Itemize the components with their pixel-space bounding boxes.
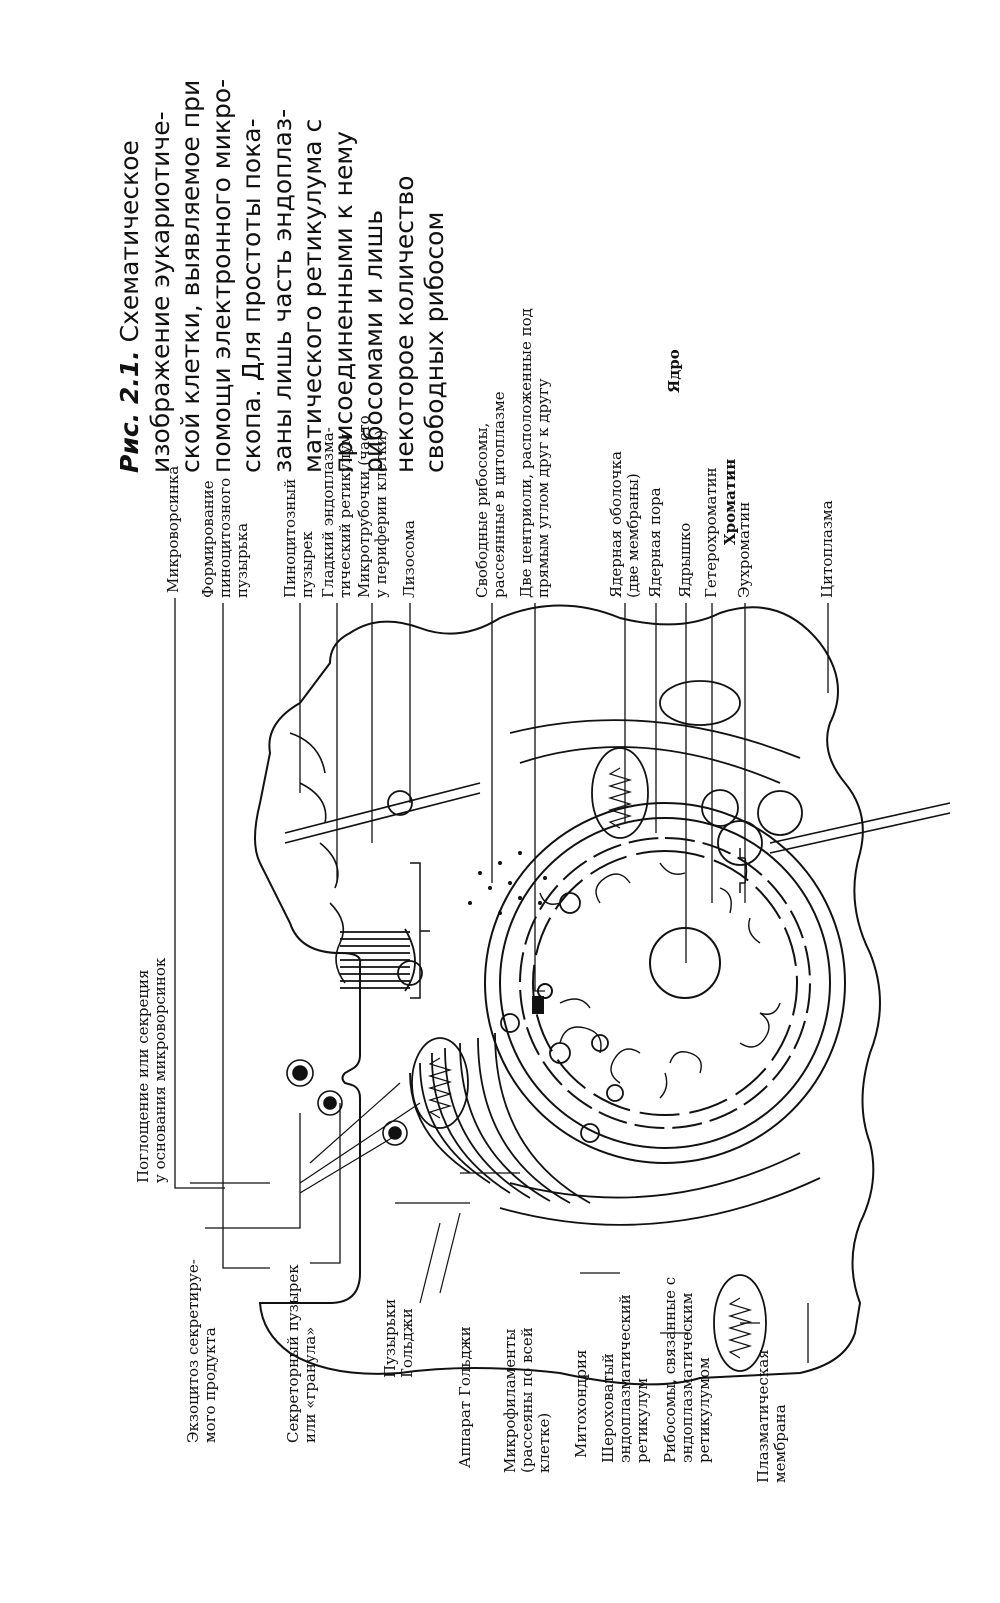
nucleus (485, 803, 845, 1163)
label-nucleus-bracket: Ядро (665, 349, 683, 393)
label-microfilaments: Микрофиламенты (рассеяны по всей клетке) (501, 1327, 553, 1473)
caption-line-5: заны лишь часть эндоплаз- (267, 108, 297, 473)
caption-line-2: ской клетки, выявляемое при (176, 79, 205, 473)
label-chromatin-bracket: Хроматин (721, 458, 739, 545)
label-mitochondrion: Митохондрия (572, 1349, 590, 1458)
caption-line-6: матического ретикулума с (298, 118, 327, 473)
label-golgi-vesicles: Пузырьки Гольджи (381, 1298, 416, 1378)
label-microtubules: Микротрубочки (часто у периферии клетки) (355, 415, 390, 598)
leader-lines-bottom (190, 1103, 808, 1363)
label-pinocytotic-vesicle: Пиноцитозный пузырек (281, 478, 316, 598)
label-golgi-apparatus: Аппарат Гольджи (456, 1326, 474, 1468)
label-nuclear-envelope: Ядерная оболочка (две мембраны) (607, 451, 642, 598)
figure-caption (115, 73, 451, 473)
label-nucleolus: Ядрышко (676, 522, 694, 598)
caption-line-9: некоторое количество (389, 175, 419, 473)
caption-line-8: рибосомами и лишь (359, 209, 388, 473)
microtubules (285, 783, 950, 853)
caption-line-3: помощи электронного микро- (206, 78, 236, 473)
label-pinocytotic-vesicle-formation: Формирование пиноцитозного пузырька (199, 477, 251, 598)
label-euchromatin: Эухроматин (735, 501, 753, 598)
caption-line-1: изображение эукариотиче- (145, 111, 175, 473)
label-rough-er: Шероховатый эндоплазматический ретикулум (599, 1294, 651, 1463)
golgi-apparatus (410, 1033, 590, 1203)
figure-ref: Рис. 2.1. (115, 350, 144, 473)
centrioles (533, 984, 552, 1013)
label-free-ribosomes: Свободные рибосомы, рассеянные в цитоплазме (473, 391, 508, 598)
leader-lines-top (175, 598, 828, 1268)
caption-line-0: Схематическое (115, 140, 144, 343)
label-plasma-membrane: Плазматическая мембрана (754, 1349, 789, 1483)
label-exocytosis: Экзоцитоз секретируе- мого продукта (184, 1259, 219, 1443)
microvilli (340, 929, 415, 991)
label-lysosome: Лизосома (400, 520, 418, 598)
caption-line-7: присоединенными к нему (328, 130, 358, 473)
label-microvillus: Микроворсинка (164, 465, 182, 593)
caption-line-4: скопа. Для простоты пока- (237, 118, 266, 473)
rough-er (500, 720, 820, 1225)
label-smooth-er: Гладкий эндоплазма- тический ретикулум (319, 427, 354, 598)
label-heterochromatin: Гетерохроматин (702, 467, 720, 598)
vesicles (388, 790, 762, 1142)
label-centrioles: Две центриоли, расположенные под прямым углом друг к другу (517, 308, 552, 598)
mitochondria (412, 681, 802, 1371)
label-uptake-secretion: Поглощение или секреция у основания микроворсинок (134, 957, 169, 1183)
caption-line-10: свободных рибосом (420, 211, 449, 473)
label-cytoplasm: Цитоплазма (818, 500, 836, 598)
label-secretory-vesicle: Секреторный пузырек или «гранула» (284, 1264, 319, 1443)
label-bound-ribosomes: Рибосомы, связанные с эндоплазматическим ретикулумом (661, 1276, 713, 1463)
label-nuclear-pore: Ядерная пора (646, 487, 664, 598)
